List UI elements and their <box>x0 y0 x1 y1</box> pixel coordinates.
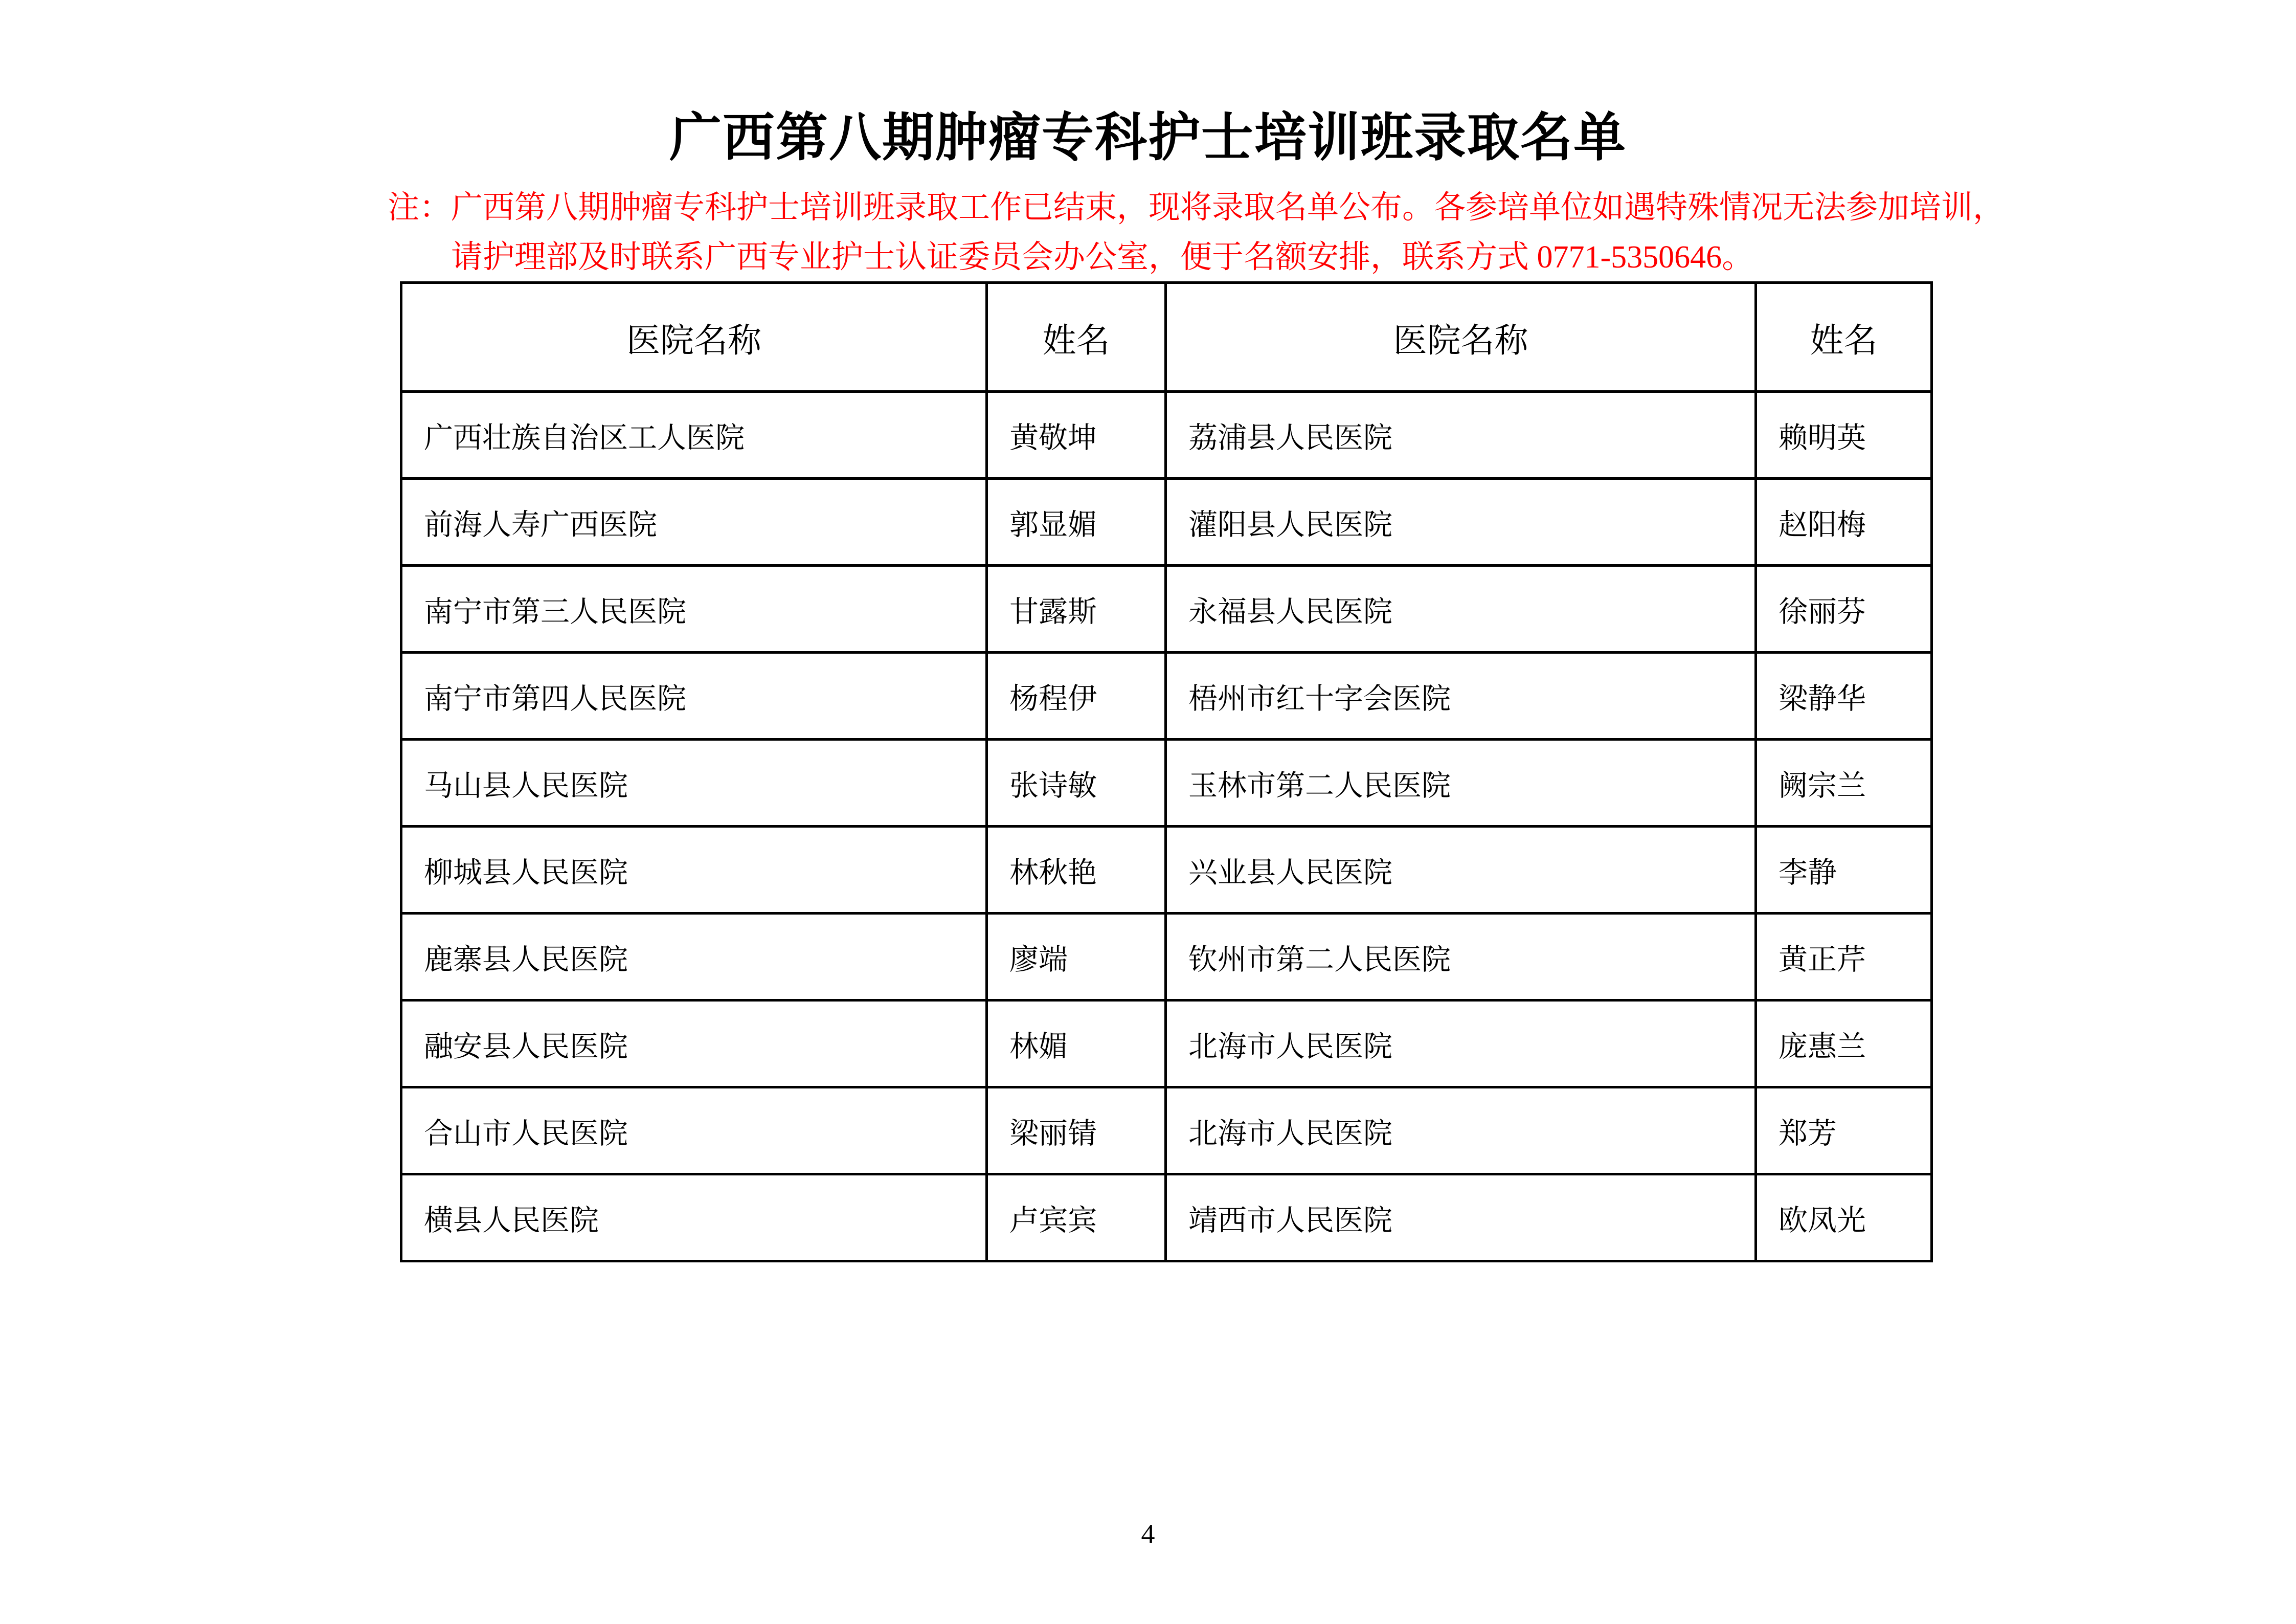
table-row <box>401 1174 1932 1261</box>
table-row <box>401 827 1932 914</box>
header-row <box>401 283 1932 392</box>
name-cell: 阙宗兰 <box>1756 740 1932 827</box>
hospital-cell: 北海市人民医院 <box>1166 1087 1756 1174</box>
hospital-cell: 荔浦县人民医院 <box>1166 392 1756 479</box>
hospital-cell: 马山县人民医院 <box>401 740 987 827</box>
name-cell: 李静 <box>1756 827 1932 914</box>
header-hospital-left: 医院名称 <box>401 283 987 392</box>
hospital-cell: 南宁市第四人民医院 <box>401 653 987 740</box>
hospital-cell: 广西壮族自治区工人医院 <box>401 392 987 479</box>
hospital-cell: 钦州市第二人民医院 <box>1166 914 1756 1000</box>
hospital-cell: 兴业县人民医院 <box>1166 827 1756 914</box>
hospital-cell: 灌阳县人民医院 <box>1166 479 1756 566</box>
table-row <box>401 914 1932 1000</box>
hospital-cell: 北海市人民医院 <box>1166 1000 1756 1087</box>
table-body <box>401 392 1932 1261</box>
name-cell: 赖明英 <box>1756 392 1932 479</box>
name-cell: 卢宾宾 <box>987 1174 1166 1261</box>
name-cell: 甘露斯 <box>987 566 1166 653</box>
hospital-cell: 前海人寿广西医院 <box>401 479 987 566</box>
hospital-cell: 融安县人民医院 <box>401 1000 987 1087</box>
name-cell: 黄敬坤 <box>987 392 1166 479</box>
name-cell: 梁丽锖 <box>987 1087 1166 1174</box>
name-cell: 林媚 <box>987 1000 1166 1087</box>
name-cell: 杨程伊 <box>987 653 1166 740</box>
hospital-cell: 柳城县人民医院 <box>401 827 987 914</box>
table-row <box>401 740 1932 827</box>
name-cell: 梁静华 <box>1756 653 1932 740</box>
page-number: 4 <box>1141 1519 1155 1549</box>
table-row <box>401 479 1932 566</box>
hospital-cell: 玉林市第二人民医院 <box>1166 740 1756 827</box>
header-hospital-right: 医院名称 <box>1166 283 1756 392</box>
table-row <box>401 1000 1932 1087</box>
table-row <box>401 392 1932 479</box>
name-cell: 庞惠兰 <box>1756 1000 1932 1087</box>
note-paragraph <box>388 183 2106 282</box>
name-cell: 廖端 <box>987 914 1166 1000</box>
name-cell: 张诗敏 <box>987 740 1166 827</box>
header-name-left: 姓名 <box>987 283 1166 392</box>
table-row <box>401 653 1932 740</box>
table-row <box>401 1087 1932 1174</box>
name-cell: 郭显媚 <box>987 479 1166 566</box>
note-line-2: 请护理部及时联系广西专业护士认证委员会办公室，便于名额安排，联系方式 0771-5350646。 <box>451 240 1754 275</box>
note-line-1: 注：广西第八期肿瘤专科护士培训班录取工作已结束，现将录取名单公布。各参培单位如遇特殊情况无法参加培训， <box>388 190 2005 225</box>
hospital-cell: 横县人民医院 <box>401 1174 987 1261</box>
hospital-cell: 靖西市人民医院 <box>1166 1174 1756 1261</box>
table-header <box>401 283 1932 392</box>
hospital-cell: 南宁市第三人民医院 <box>401 566 987 653</box>
roster-table <box>400 281 1933 1262</box>
name-cell: 欧凤光 <box>1756 1174 1932 1261</box>
hospital-cell: 梧州市红十字会医院 <box>1166 653 1756 740</box>
hospital-cell: 合山市人民医院 <box>401 1087 987 1174</box>
table-row <box>401 566 1932 653</box>
header-name-right: 姓名 <box>1756 283 1932 392</box>
hospital-cell: 鹿寨县人民医院 <box>401 914 987 1000</box>
name-cell: 林秋艳 <box>987 827 1166 914</box>
name-cell: 黄正芹 <box>1756 914 1932 1000</box>
name-cell: 郑芳 <box>1756 1087 1932 1174</box>
name-cell: 赵阳梅 <box>1756 479 1932 566</box>
name-cell: 徐丽芬 <box>1756 566 1932 653</box>
hospital-cell: 永福县人民医院 <box>1166 566 1756 653</box>
page-title: 广西第八期肿瘤专科护士培训班录取名单 <box>669 109 1627 167</box>
